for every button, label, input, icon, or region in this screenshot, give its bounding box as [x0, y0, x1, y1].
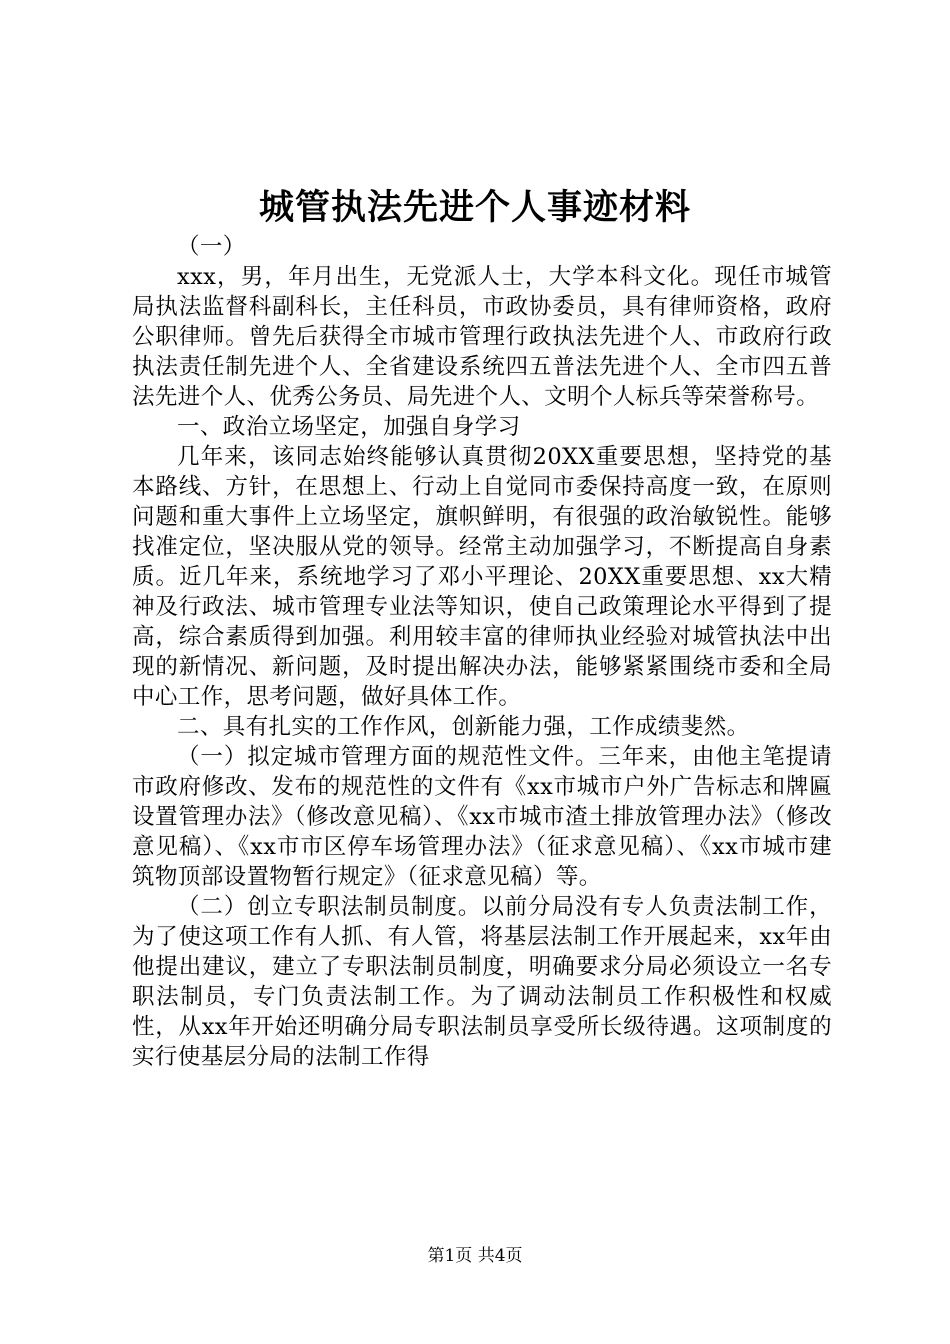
- section-heading-2: 二、具有扎实的工作作风，创新能力强，工作成绩斐然。: [177, 714, 750, 740]
- page-footer: 第1页 共4页: [427, 1246, 523, 1266]
- document-body: [132, 232, 832, 1072]
- intro-paragraph: xxx，男，年月出生，无党派人士，大学本科文化。现任市城管局执法监督科副科长，主任科员，市政协委员，具有律师资格，政府公职律师。曾先后获得全市城市管理行政执法先进个人、市政府行政执法责任制先进个人、全省建设系统四五普法先进个人、全市四五普法先进个人、优秀公务员、局先进个人、文明个人标兵等荣誉称号。: [132, 264, 832, 410]
- subsection-2-paragraph: （二）创立专职法制员制度。以前分局没有专人负责法制工作，为了使这项工作有人抓、有人管，将基层法制工作开展起来，xx年由他提出建议，建立了专职法制员制度，明确要求分局必须设立一名专职法制员，专门负责法制工作。为了调动法制员工作积极性和权威性，从xx年开始还明确分局专职法制员享受所长级待遇。这项制度的实行使基层分局的法制工作得: [132, 894, 832, 1070]
- section-heading-1: 一、政治立场坚定，加强自身学习: [177, 414, 521, 440]
- subsection-1-paragraph: （一）拟定城市管理方面的规范性文件。三年来，由他主笔提请市政府修改、发布的规范性的文件有《xx市城市户外广告标志和牌匾设置管理办法》（修改意见稿）、《xx市城市渣土排放管理办法》（修改意见稿）、《xx市市区停车场管理办法》（征求意见稿）、《xx市城市建筑物顶部设置物暂行规定》（征求意见稿）等。: [132, 744, 832, 890]
- document-title: 城管执法先进个人事迹材料: [258, 187, 691, 228]
- section-number-paragraph: （一）: [177, 234, 246, 260]
- section-1-paragraph: 几年来，该同志始终能够认真贯彻20XX重要思想，坚持党的基本路线、方针，在思想上、行动上自觉同市委保持高度一致，在原则问题和重大事件上立场坚定，旗帜鲜明，有很强的政治敏锐性。能够找准定位，坚决服从党的领导。经常主动加强学习，不断提高自身素质。近几年来，系统地学习了邓小平理论、20XX重要思想、xx大精神及行政法、城市管理专业法等知识，使自己政策理论水平得到了提高，综合素质得到加强。利用较丰富的律师执业经验对城管执法中出现的新情况、新问题，及时提出解决办法，能够紧紧围绕市委和全局中心工作，思考问题，做好具体工作。: [132, 444, 832, 710]
